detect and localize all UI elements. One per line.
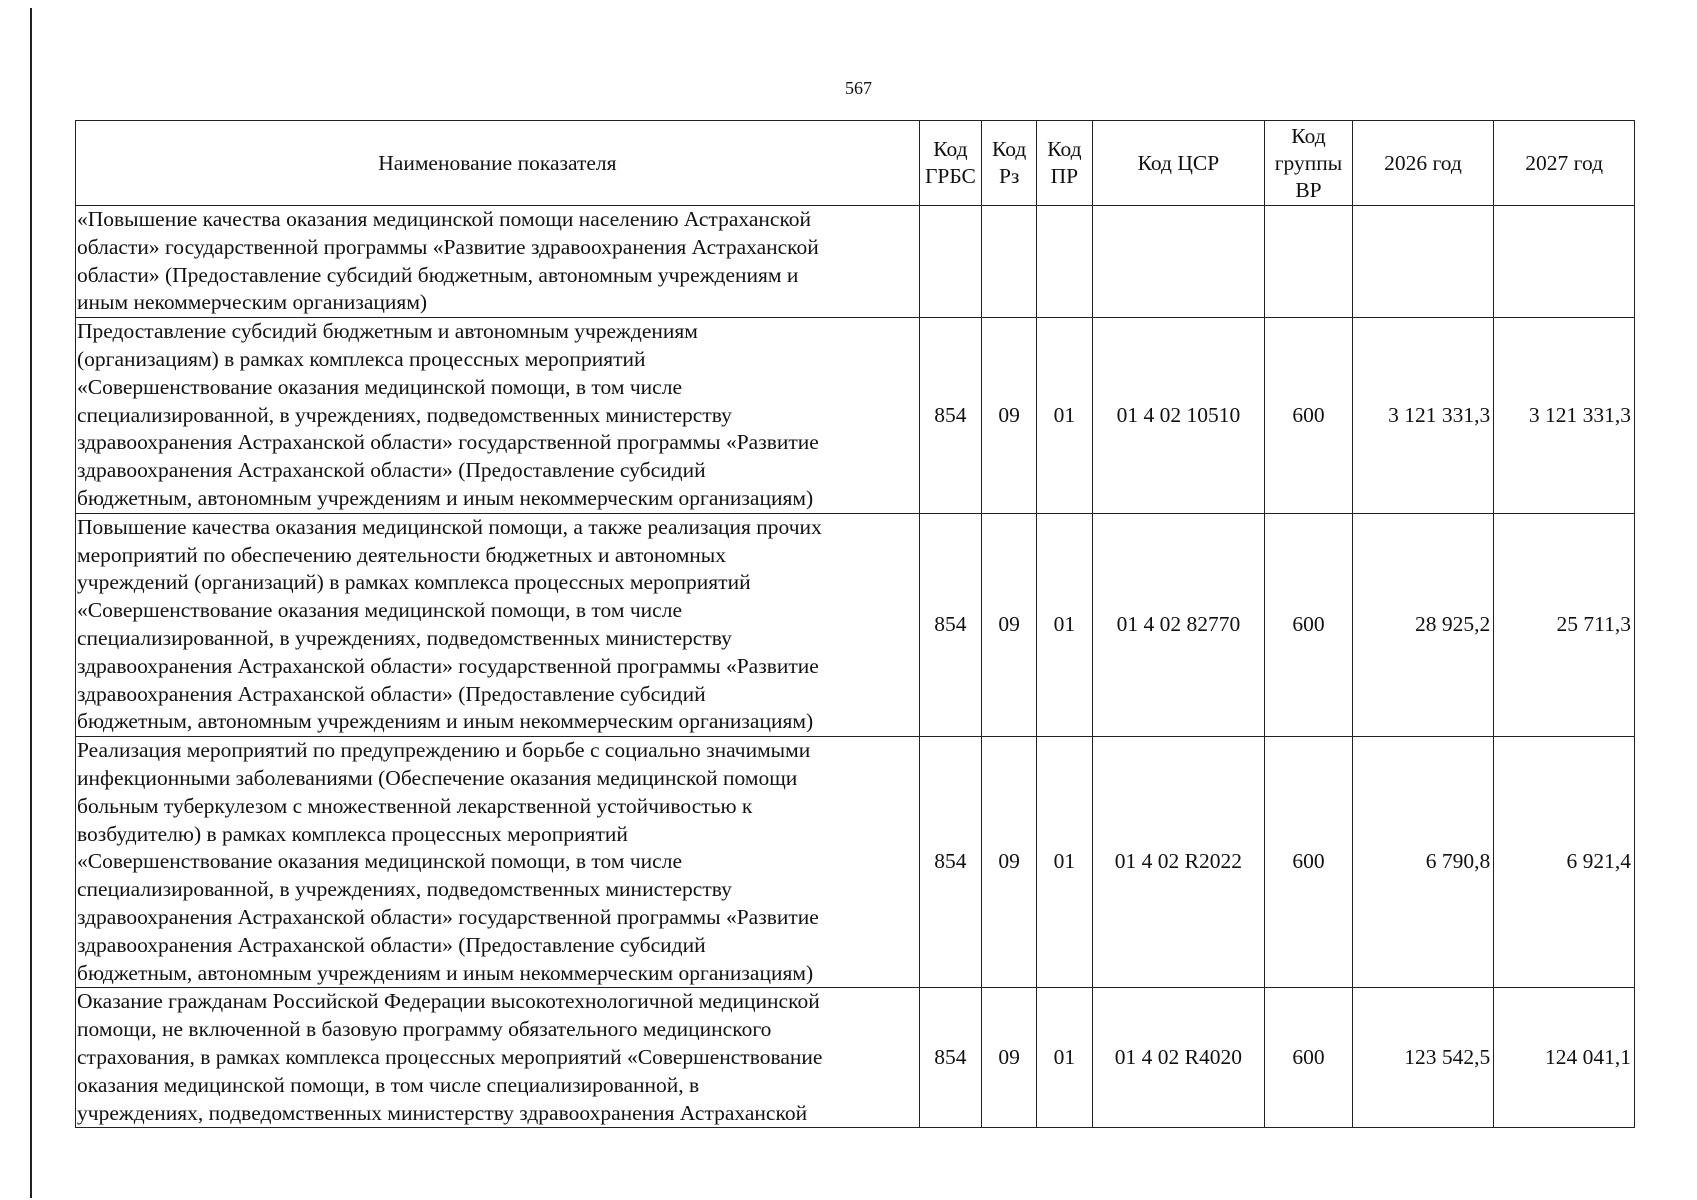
row-pr: 01 (1037, 318, 1092, 514)
header-2027: 2027 год (1494, 121, 1635, 206)
row-name-line: «Совершенствование оказания медицинской помощи, в том числе (77, 374, 682, 399)
table-row (76, 988, 1635, 1128)
row-pr: 01 (1037, 737, 1092, 988)
table-row (76, 513, 1635, 736)
row-name-line: Повышение качества оказания медицинской помощи, а также реализация прочих (77, 514, 822, 539)
table-row (76, 206, 1635, 318)
table-row (76, 737, 1635, 988)
binding-margin-line (30, 8, 32, 1198)
row-name (76, 206, 920, 318)
row-grbs (919, 206, 981, 318)
row-name-line: здравоохранения Астраханской области» (Предоставление субсидий (77, 681, 706, 706)
row-name (76, 513, 920, 736)
row-csr (1092, 206, 1265, 318)
row-name-line: Реализация мероприятий по предупреждению и борьбе с социально значимыми (77, 738, 811, 763)
row-pr: 01 (1037, 988, 1092, 1128)
row-csr: 01 4 02 R2022 (1092, 737, 1265, 988)
row-name-line: здравоохранения Астраханской области» государственной программы «Развитие (77, 430, 819, 455)
header-csr: Код ЦСР (1092, 121, 1265, 206)
row-vr: 600 (1265, 988, 1352, 1128)
row-name-line: здравоохранения Астраханской области» (Предоставление субсидий (77, 932, 706, 957)
row-csr: 01 4 02 10510 (1092, 318, 1265, 514)
row-csr: 01 4 02 R4020 (1092, 988, 1265, 1128)
row-name-line: специализированной, в учреждениях, подведомственных министерству (77, 625, 732, 650)
row-pr (1037, 206, 1092, 318)
row-name-line: больным туберкулезом с множественной лекарственной устойчивостью к (77, 793, 753, 818)
row-name (76, 318, 920, 514)
row-name-line: «Повышение качества оказания медицинской помощи населению Астраханской (77, 207, 812, 231)
row-name-line: области» (Предоставление субсидий бюджетным, автономным учреждениям и (77, 262, 799, 287)
row-rz: 09 (982, 737, 1037, 988)
row-name (76, 737, 920, 988)
row-name-line: бюджетным, автономным учреждениям и иным некоммерческим организациям) (77, 960, 814, 985)
row-name-line: специализированной, в учреждениях, подведомственных министерству (77, 402, 732, 427)
row-name-line: здравоохранения Астраханской области» (Предоставление субсидий (77, 458, 706, 483)
row-2026: 3 121 331,3 (1352, 318, 1494, 514)
row-name-line: здравоохранения Астраханской области» государственной программы «Развитие (77, 653, 819, 678)
table-header-row (76, 121, 1635, 206)
row-name-line: Оказание гражданам Российской Федерации высокотехнологичной медицинской (77, 989, 820, 1014)
row-2027: 3 121 331,3 (1494, 318, 1635, 514)
row-name-line: «Совершенствование оказания медицинской помощи, в том числе (77, 849, 682, 874)
row-name-line: Предоставление субсидий бюджетным и автономным учреждениям (77, 319, 698, 344)
row-name-line: области» государственной программы «Развитие здравоохранения Астраханской (77, 234, 819, 259)
header-vr: Код группы ВР (1265, 121, 1352, 206)
row-rz: 09 (982, 513, 1037, 736)
row-name-line: бюджетным, автономным учреждениям и иным некоммерческим организациям) (77, 485, 814, 510)
row-grbs: 854 (919, 988, 981, 1128)
row-2026: 6 790,8 (1352, 737, 1494, 988)
row-pr: 01 (1037, 513, 1092, 736)
header-rz: Код Рз (982, 121, 1037, 206)
row-2026 (1352, 206, 1494, 318)
row-name-line: специализированной, в учреждениях, подведомственных министерству (77, 877, 732, 902)
row-2027: 6 921,4 (1494, 737, 1635, 988)
row-grbs: 854 (919, 513, 981, 736)
row-name-line: мероприятий по обеспечению деятельности бюджетных и автономных (77, 542, 726, 567)
row-2027 (1494, 206, 1635, 318)
header-pr: Код ПР (1037, 121, 1092, 206)
row-grbs: 854 (919, 737, 981, 988)
header-2026: 2026 год (1352, 121, 1494, 206)
row-rz: 09 (982, 318, 1037, 514)
row-csr: 01 4 02 82770 (1092, 513, 1265, 736)
row-name-line: бюджетным, автономным учреждениям и иным некоммерческим организациям) (77, 709, 814, 734)
row-name-line: иным некоммерческим организациям) (77, 290, 428, 315)
row-rz: 09 (982, 988, 1037, 1128)
row-name (76, 988, 920, 1128)
row-name-line: учреждениях, подведомственных министерству здравоохранения Астраханской (77, 1100, 808, 1125)
header-name: Наименование показателя (76, 121, 920, 206)
row-2026: 28 925,2 (1352, 513, 1494, 736)
row-vr (1265, 206, 1352, 318)
row-name-line: «Совершенствование оказания медицинской помощи, в том числе (77, 598, 682, 623)
row-name-line: возбудителю) в рамках комплекса процессных мероприятий (77, 821, 628, 846)
row-name-line: инфекционными заболеваниями (Обеспечение оказания медицинской помощи (77, 765, 798, 790)
table-row (76, 318, 1635, 514)
row-name-line: помощи, не включенной в базовую программу обязательного медицинского (77, 1017, 772, 1042)
row-vr: 600 (1265, 513, 1352, 736)
budget-table (75, 120, 1635, 1128)
row-2026: 123 542,5 (1352, 988, 1494, 1128)
row-name-line: (организациям) в рамках комплекса процессных мероприятий (77, 346, 646, 371)
row-vr: 600 (1265, 318, 1352, 514)
row-2027: 25 711,3 (1494, 513, 1635, 736)
page-number: 567 (845, 78, 872, 98)
row-rz (982, 206, 1037, 318)
row-grbs: 854 (919, 318, 981, 514)
row-2027: 124 041,1 (1494, 988, 1635, 1128)
header-grbs: Код ГРБС (919, 121, 981, 206)
row-name-line: здравоохранения Астраханской области» государственной программы «Развитие (77, 904, 819, 929)
row-vr: 600 (1265, 737, 1352, 988)
row-name-line: страхования, в рамках комплекса процессных мероприятий «Совершенствование (77, 1044, 823, 1069)
row-name-line: учреждений (организаций) в рамках комплекса процессных мероприятий (77, 570, 751, 595)
row-name-line: оказания медицинской помощи, в том числе специализированной, в (77, 1072, 700, 1097)
